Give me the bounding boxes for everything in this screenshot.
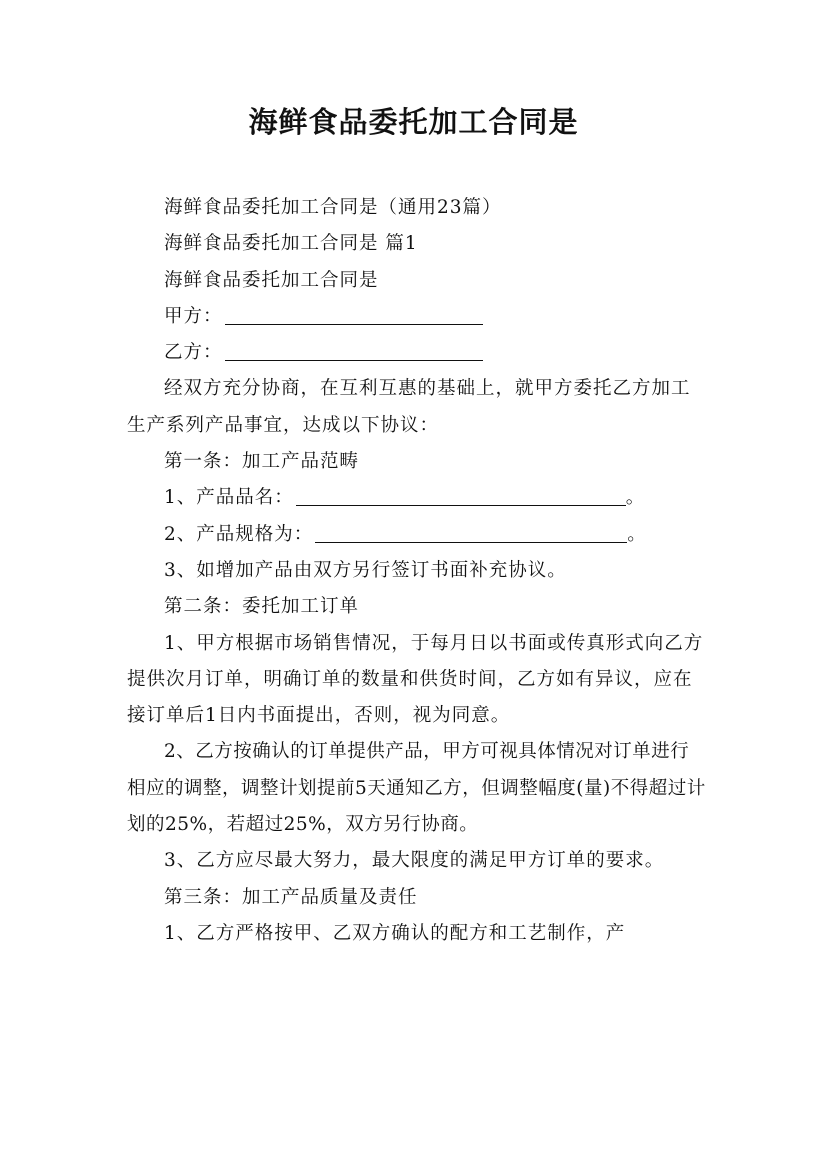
chapter-line: 海鲜食品委托加工合同是 篇1 bbox=[164, 233, 418, 255]
product-spec-label: 2、产品规格为： bbox=[164, 523, 314, 545]
party-a-label: 甲方： bbox=[164, 305, 223, 327]
article-2-item-2: 2、乙方按确认的订单提供产品，甲方可视具体情况对订单进行相应的调整，调整计划提前5天通知乙方，但调整幅度(量)不得超过计划的25%，若超过25%，双方另行协商。 bbox=[127, 741, 706, 836]
article-2-heading: 第二条：委托加工订单 bbox=[164, 596, 360, 618]
heading-line: 海鲜食品委托加工合同是 bbox=[164, 269, 379, 291]
article-2-item-1: 1、甲方根据市场销售情况，于每月日以书面或传真形式向乙方提供次月订单，明确订单的数量和供货时间，乙方如有异议，应在接订单后1日内书面提出，否则，视为同意。 bbox=[127, 632, 704, 727]
party-a-line bbox=[127, 299, 707, 335]
party-a-blank bbox=[225, 306, 483, 325]
party-b-blank bbox=[225, 342, 483, 361]
intro-paragraph: 经双方充分协商，在互利互惠的基础上，就甲方委托乙方加工生产系列产品事宜，达成以下协议： bbox=[127, 378, 691, 436]
article-1-item-1 bbox=[127, 480, 707, 516]
product-name-end: 。 bbox=[625, 487, 646, 509]
article-2-item-3: 3、乙方应尽最大努力，最大限度的满足甲方订单的要求。 bbox=[164, 850, 665, 872]
article-1-heading: 第一条：加工产品范畴 bbox=[164, 451, 360, 473]
document-title: 海鲜食品委托加工合同是 bbox=[248, 105, 579, 139]
article-1-item-3: 3、如增加产品由双方另行签订书面补充协议。 bbox=[164, 559, 567, 581]
article-3-item-1: 1、乙方严格按甲、乙双方确认的配方和工艺制作，产 bbox=[164, 922, 626, 944]
party-b-label: 乙方： bbox=[164, 342, 223, 364]
product-spec-end: 。 bbox=[627, 523, 647, 545]
party-b-line bbox=[127, 335, 707, 371]
document-body bbox=[127, 190, 707, 952]
subtitle-line: 海鲜食品委托加工合同是（通用23篇） bbox=[164, 197, 502, 218]
product-spec-blank bbox=[315, 524, 627, 543]
article-1-item-2 bbox=[127, 517, 707, 553]
product-name-blank bbox=[296, 487, 626, 506]
article-3-heading: 第三条：加工产品质量及责任 bbox=[164, 886, 418, 908]
product-name-label: 1、产品品名： bbox=[164, 487, 294, 509]
